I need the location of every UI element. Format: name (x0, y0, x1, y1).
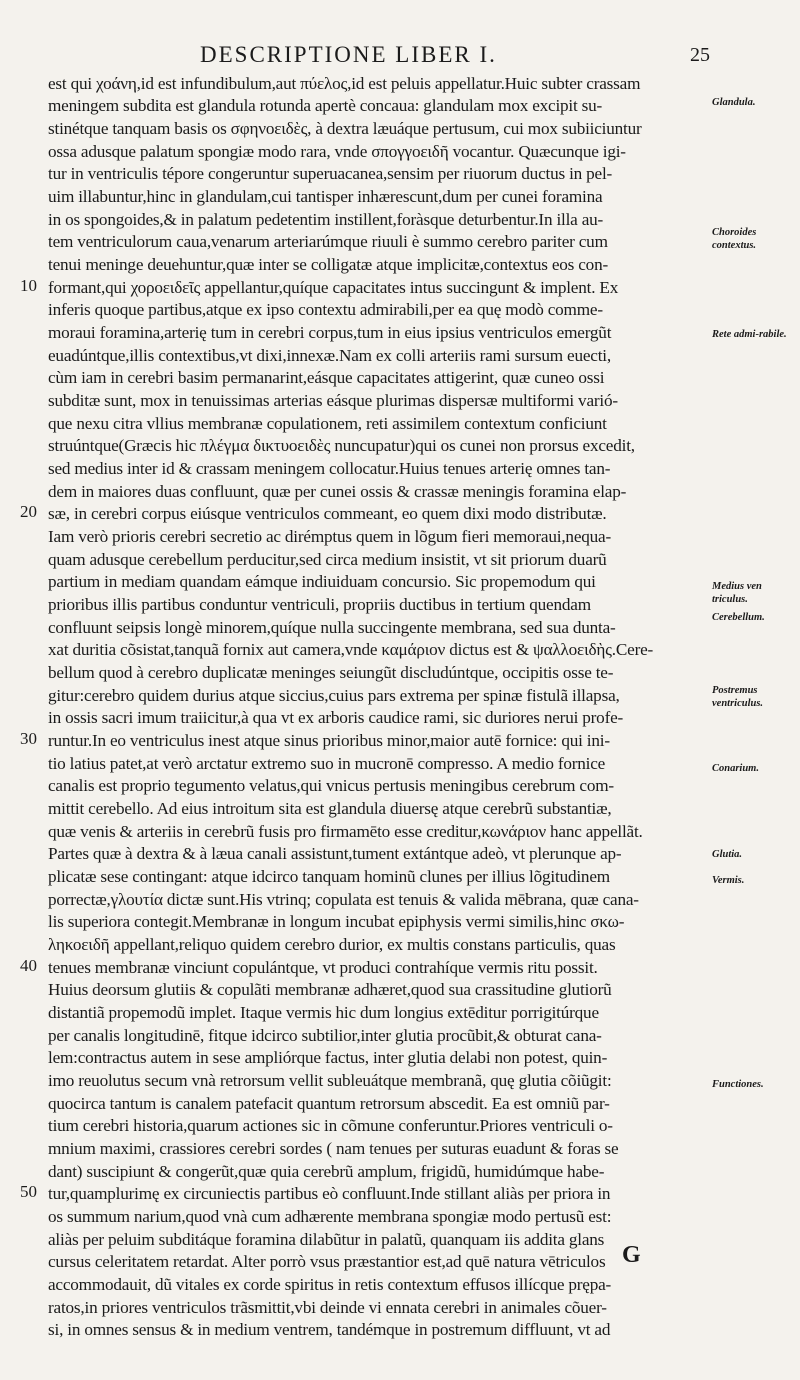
text-line: cursus celeritatem retardat. Alter porrò vsus præstantior est,ad quē natura vētriculos (48, 1252, 606, 1271)
margin-note: Choroides contextus. (712, 227, 757, 251)
text-line: in ossis sacri imum traiicitur,à qua vt ex arboris caudice rami, sic duriores nerui profe- (48, 708, 624, 727)
text-line: stinétque tanquam basis os σφηνοειδὲς, à dextra læuáque pertusum, cui mox subiiciuntur (48, 119, 642, 138)
text-line: tium cerebri historia,quarum actiones sic in cõmune conferuntur.Priores ventriculi o- (48, 1116, 613, 1135)
text-line: que nexu citra vllius membranæ copulationem, reti assimilem contextum conficiunt (48, 414, 607, 433)
text-line: ληκοειδῆ appellant,reliquo quidem cerebro durior, ex multis constans particulis, quas (48, 935, 616, 954)
text-line: struúntque(Græcis hic πλέγμα δικτυοειδὲς nuncupatur)qui os cunei non prorsus excedit, (48, 436, 635, 455)
page-number: 25 (690, 44, 710, 66)
margin-note: Rete admi-rabile. (712, 329, 787, 340)
text-line: mnium maximi, crassiores cerebri sordes ( nam tenues per suturas euadunt & foras se (48, 1139, 619, 1158)
running-head: DESCRIPTIONE LIBER I. (200, 42, 497, 67)
text-line: in os spongoides,& in palatum pedetentim instillent,foràsque deturbentur.In illa au- (48, 210, 604, 229)
text-line: porrectæ,γλουτία dictæ sunt.His vtrinq; copulata est tenuis & valida mēbrana, quæ cana- (48, 890, 639, 909)
text-line: lem:contractus autem in sese ampliórque factus, inter glutia delabi non potest, quin- (48, 1048, 608, 1067)
text-line: gitur:cerebro quidem durius atque siccius,cuius pars extrema per spinæ fistulã illapsa, (48, 686, 620, 705)
text-line: quæ venis & arteriis in cerebrũ fusis pro firmamēto esse creditur,κωνάριον hanc appellãt. (48, 822, 643, 841)
text-line: tem ventriculorum caua,venarum arteriarúmque riuuli è summo cerebro pariter cum (48, 232, 608, 251)
text-line: meningem subdita est glandula rotunda apertè concaua: glandulam mox excipit su- (48, 96, 603, 115)
text-line: xat duritia cõsistat,tanquã fornix aut camera,vnde καμάριον dictus est & ψαλλοειδὴς.Cere- (48, 640, 654, 659)
text-line: canalis est proprio tegumento velatus,qui vnicus pertusis meningibus cerebrum com- (48, 776, 614, 795)
text-line: per canalis longitudinē, fitque idcirco subtilior,inter glutia procũbit,& obturat cana- (48, 1026, 602, 1045)
text-line: tenues membranæ vinciunt copulántque, vt produci contrahíque vermis ritu possit. (48, 958, 598, 977)
text-line: formant,qui χοροειδεῖς appellantur,quíque capacitates intus succingunt & implent. Ex (48, 278, 619, 297)
text-line: bellum quod à cerebro duplicatæ meninges seiungũt discludúntque, occipitis osse te- (48, 663, 614, 682)
margin-note: Cerebellum. (712, 612, 765, 623)
text-line: ratos,in priores ventriculos trãsmittit,vbi deinde vi ennata cerebri in animales cõuer- (48, 1298, 607, 1317)
margin-note: Glandula. (712, 97, 756, 108)
text-line: est qui χοάνη,id est infundibulum,aut πύελος,id est peluis appellatur.Huic subter crassam (48, 74, 641, 93)
text-line: runtur.In eo ventriculus inest atque sinus prioribus minor,maior autē fornice: qui ini- (48, 731, 610, 750)
text-line: distantiã propemodũ implet. Itaque vermis hic dum longius extēditur porrigitúrque (48, 1003, 599, 1022)
text-line: Iam verò prioris cerebri secretio ac dirémptus quem in lõgum fieri memoraui,nequa- (48, 527, 611, 546)
margin-note: Conarium. (712, 763, 759, 774)
text-line: tenui meninge deuehuntur,quæ inter se colligatæ atque implicitæ,contextus eos con- (48, 255, 608, 274)
text-line: sæ, in cerebri corpus eiúsque ventriculos commeant, eo quem dixi modo distributæ. (48, 504, 607, 523)
margin-note: Glutia. (712, 849, 743, 860)
text-line: aliàs per peluim subditáque foramina dilabũtur in palatũ, quanquam iis addita glans (48, 1230, 605, 1249)
text-line: quam adusque cerebellum perducitur,sed circa medium insistit, vt sit priorum duarũ (48, 550, 607, 569)
text-line: plicatæ sese contingant: atque idcirco tanquam hominũ clunes per illius lõgitudinem (48, 867, 610, 886)
text-line: accommodauit, dũ vitales ex corde spiritus in retis contextum effusos illícque prępa- (48, 1275, 612, 1294)
line-number: 30 (20, 729, 37, 748)
text-line: quocirca tantum is canalem patefacit quantum retrorsum abscedit. Ea est omniũ par- (48, 1094, 610, 1113)
text-line: ossa adusque palatum spongiæ modo rara, vnde σπογγοειδῆ vocantur. Quæcunque igi- (48, 142, 626, 161)
signature-mark: G (622, 1242, 641, 1268)
text-line: partium in mediam quandam eámque indiuiduam concursio. Sic propemodum qui (48, 572, 596, 591)
text-line: cùm iam in cerebri basim permanarint,eásque capacitates attigerint, quæ cuneo ossi (48, 368, 605, 387)
text-line: imo reuolutus secum vnà retrorsum vellit subleuátque membranã, quę glutia cõiũgit: (48, 1071, 612, 1090)
line-number: 50 (20, 1182, 37, 1201)
text-line: mittit cerebello. Ad eius introitum sita est glandula diuersę atque cerebrũ substantiæ, (48, 799, 612, 818)
text-line: euadúntque,illis contextibus,vt dixi,innexæ.Nam ex colli arteriis rami sursum euecti, (48, 346, 611, 365)
line-number: 40 (20, 956, 37, 975)
text-line: prioribus illis partibus conduntur ventriculi, propriis ductibus in tertium quendam (48, 595, 591, 614)
text-line: dant) suscipiunt & congerũt,quæ quia cerebrũ amplum, frigidũ, humidúmque habe- (48, 1162, 605, 1181)
text-line: subditæ sunt, mox in tenuissimas arterias eásque plurimas dispersæ multiformi varió- (48, 391, 618, 410)
text-line: si, in omnes sensus & in medium ventrem, tandémque in postremum diffluunt, vt ad (48, 1320, 611, 1339)
text-line: tur,quamplurimę ex circuniectis partibus eò confluunt.Inde stillant aliàs per priora in (48, 1184, 611, 1203)
text-line: confluunt seipsis longè minorem,quíque nulla succingente membrana, sed sua dunta- (48, 618, 616, 637)
line-number: 10 (20, 276, 37, 295)
margin-note: Postremus ventriculus. (712, 685, 764, 709)
margin-note: Vermis. (712, 875, 745, 886)
text-line: sed medius inter id & crassam meningem collocatur.Huius tenues arterię omnes tan- (48, 459, 611, 478)
text-line: inferis quoque partibus,atque ex ipso contextu admirabili,per ea quę modò comme- (48, 300, 603, 319)
text-line: lis superiora contegit.Membranæ in longum incubat epiphysis vermi similis,hinc σκω- (48, 912, 625, 931)
text-line: uim illabuntur,hinc in glandulam,cui tantisper inhærescunt,dum per cunei foramina (48, 187, 603, 206)
text-line: os summum narium,quod vnà cum adhærente membrana spongiæ modo pertusũ est: (48, 1207, 612, 1226)
text-line: moraui foramina,arterię tum in cerebri corpus,tum in eius ipsius ventriculos emergũt (48, 323, 612, 342)
margin-note: Functiones. (712, 1079, 764, 1090)
text-line: Partes quæ à dextra & à læua canali assistunt,tument extántque adeò, vt plerunque ap- (48, 844, 622, 863)
text-line: tio latius patet,at verò arctatur extremo suo in mucronē compresso. A medio fornice (48, 754, 606, 773)
line-number: 20 (20, 502, 37, 521)
margin-note: Medius ven triculus. (712, 581, 762, 605)
text-line: Huius deorsum glutiis & copulãti membranæ adhæret,quod sua crassitudine glutiorũ (48, 980, 612, 999)
text-line: dem in maiores duas confluunt, quæ per cunei ossis & crassæ meningis foramina elap- (48, 482, 627, 501)
text-line: tur in ventriculis tépore congeruntur superuacanea,sensim per riuorum ductus in pel- (48, 164, 613, 183)
